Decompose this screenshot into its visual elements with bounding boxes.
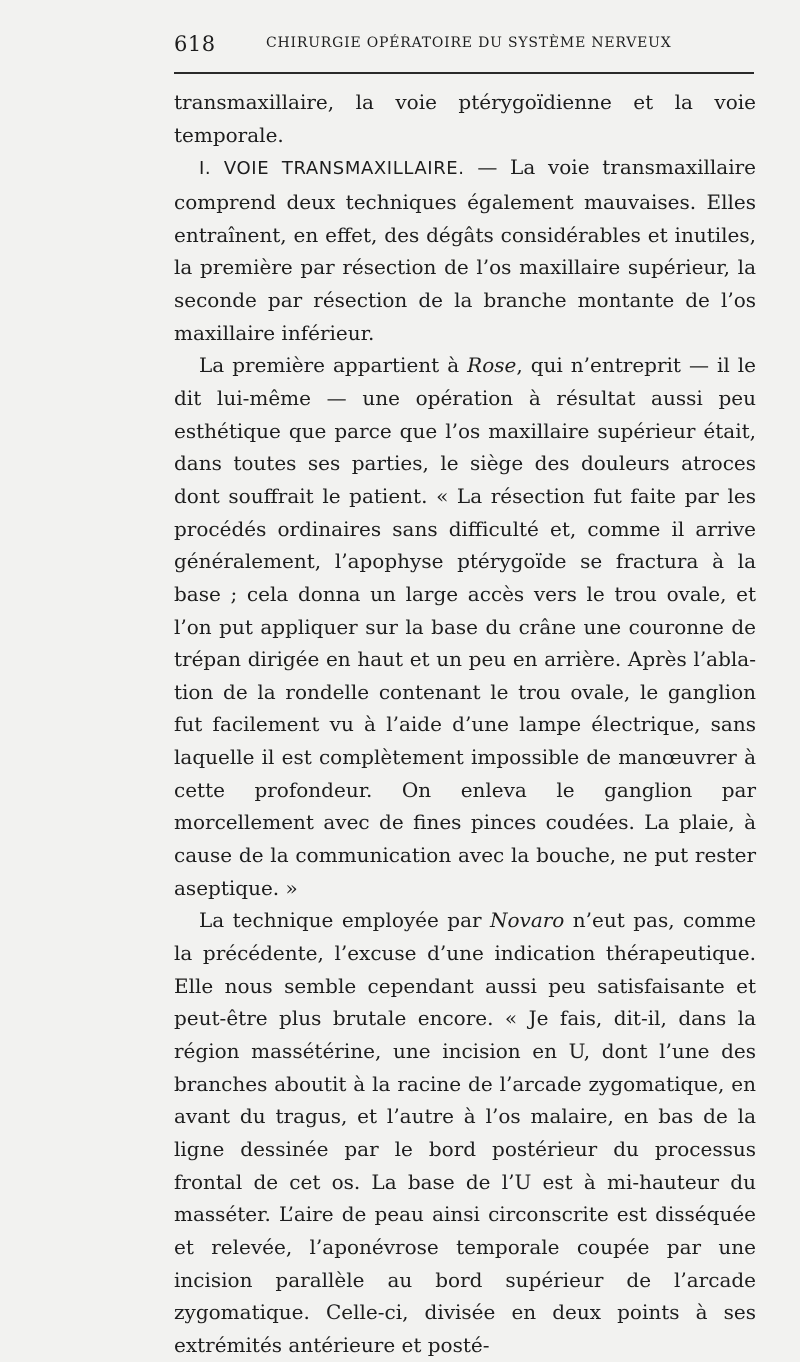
page-number: 618 bbox=[174, 32, 216, 56]
paragraph-rose bbox=[174, 349, 756, 904]
paragraph-novaro bbox=[174, 904, 756, 1361]
paragraph-text: La première appartient à bbox=[199, 353, 468, 378]
author-name: Novaro bbox=[489, 908, 565, 933]
paragraph-text: , qui n’entreprit — il le dit lui-même — une opération à résultat aussi peu esthétique que parce que l’os maxillaire supérieur était, dans toutes ses parties, le siège des douleurs atroces dont souffrait le patient. « La résection fut faite par les procédés ordinaires sans difficulté et, comme il arrive généralement, l’apophyse ptérygoïde se fractura à la base ; cela donna un large accès vers le trou ovale, et l’on put appliquer sur la base du crâne une couronne de trépan dirigée en haut et un peu en arrière. Après l’ablation de la rondelle contenant le trou ovale, le ganglion fut facilement vu à l’aide d’une lampe électrique, sans laquelle il est complètement impossible de manœuvrer à cette profondeur. On enleva le ganglion par morcellement avec de fines pinces coudées. La plaie, à cause de la communication avec la bouche, ne put rester aseptique. » bbox=[174, 353, 756, 900]
body-text bbox=[174, 86, 756, 1362]
running-title: CHIRURGIE OPÉRATOIRE DU SYSTÈME NERVEUX bbox=[266, 35, 672, 51]
author-name: Rose bbox=[467, 353, 517, 378]
paragraph-text: — La voie transmaxillaire comprend deux techniques également mauvaises. Elles entraînent, en effet, des dégâts considérables et inutiles, la première par résection de l’os maxillaire supérieur, la seconde par résection de la branche montante de l’os maxillaire inférieur. bbox=[174, 155, 757, 345]
paragraph-voie-transmaxillaire bbox=[174, 151, 756, 349]
paragraph-text: n’eut pas, comme la précédente, l’excuse d’une indication thérapeutique. Elle nous semble cependant aussi peu satisfaisante et peut-être plus brutale encore. « Je fais, dit-il, dans la région massétérine, une incision en U, dont l’une des branches aboutit à la racine de l’arcade zygomatique, en avant du tragus, et l’autre à l’os malaire, en bas de la ligne dessinée par le bord postérieur du processus frontal de cet os. La base de l’U est à mi-hauteur du masséter. L’aire de peau ainsi circonscrite est disséquée et relevée, l’aponévrose temporale coupée par une incision parallèle au bord supérieur de l’arcade zygomatique. Celle-ci, divisée en deux points à ses extrémités antérieure et posté- bbox=[174, 908, 757, 1357]
header-rule bbox=[174, 72, 754, 74]
page-header bbox=[174, 30, 754, 60]
paragraph-continuation: transmaxillaire, la voie ptérygoïdienne et la voie temporale. bbox=[174, 90, 756, 147]
section-title: I. VOIE TRANSMAXILLAIRE. bbox=[199, 158, 465, 180]
paragraph-text: La technique employée par bbox=[199, 908, 490, 933]
